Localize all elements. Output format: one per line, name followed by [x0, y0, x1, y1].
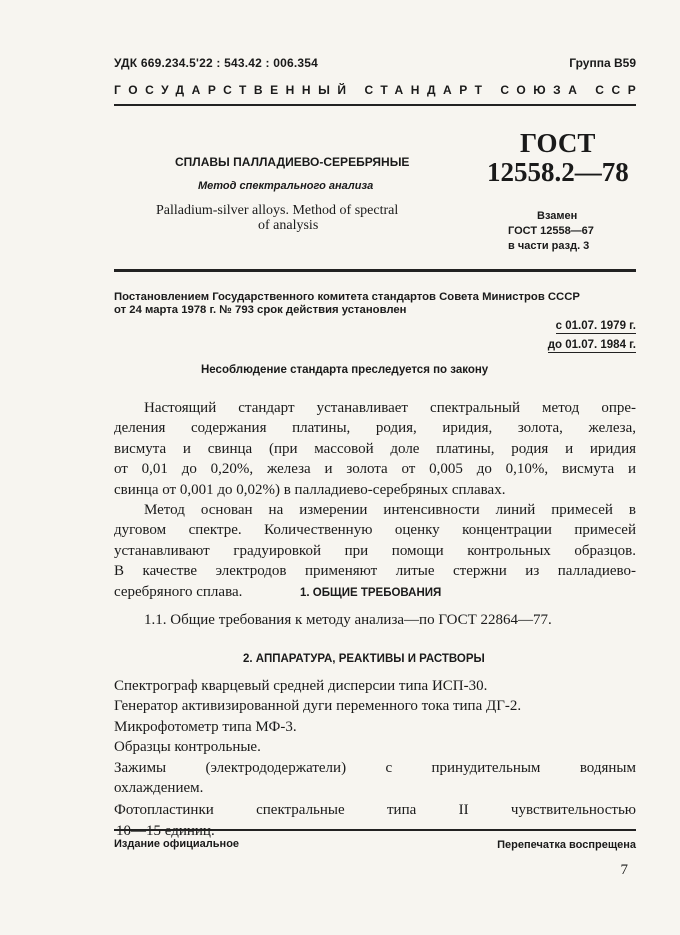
intro-line: дуговом спектре. Количественную оценку концентрации примесей — [114, 522, 636, 539]
equipment-item: Генератор активизированной дуги переменного тока типа ДГ-2. — [114, 698, 522, 715]
replaces-part: в части разд. 3 — [508, 240, 590, 252]
replaces-label: Взамен — [537, 210, 578, 222]
document-title: СПЛАВЫ ПАЛЛАДИЕВО-СЕРЕБРЯНЫЕ — [175, 155, 410, 169]
english-title-line2: of analysis — [258, 218, 319, 233]
equipment-item: охлаждением. — [114, 780, 204, 797]
intro-line: Настоящий стандарт устанавливает спектральный метод опре- — [144, 400, 636, 416]
intro-line: свинца от 0,001 до 0,02%) в палладиево-серебряных сплавах. — [114, 481, 506, 498]
gost-number: 12558.2—78 — [487, 157, 629, 187]
intro-line: устанавливают градуировкой при помощи контрольных образцов. — [114, 542, 636, 559]
intro-line: В качестве электродов применяют литые стержни из палладиево- — [114, 563, 636, 580]
equipment-item: Фотопластинки спектральные типа II чувствительностью — [114, 802, 636, 819]
equipment-item: Зажимы (электрододержатели) с принудительным водяным — [114, 759, 636, 776]
section2-heading: 2. АППАРАТУРА, РЕАКТИВЫ И РАСТВОРЫ — [243, 653, 485, 665]
title-rule — [114, 269, 636, 272]
decree-line2: от 24 марта 1978 г. № 793 срок действия установлен — [114, 304, 407, 316]
document-subtitle: Метод спектрального анализа — [198, 180, 374, 192]
udk-code: УДК 669.234.5'22 : 543.42 : 006.354 — [114, 56, 319, 70]
intro-paragraph — [114, 398, 636, 602]
section1-heading: 1. ОБЩИЕ ТРЕБОВАНИЯ — [300, 587, 442, 599]
equipment-list — [114, 676, 636, 841]
reprint-notice: Перепечатка воспрещена — [497, 839, 636, 851]
state-standard-banner: ГОСУДАРСТВЕННЫЙ СТАНДАРТ СОЮЗА ССР — [114, 83, 644, 97]
equipment-item: Микрофотометр типа МФ-3. — [114, 718, 297, 735]
decree-line1: Постановлением Государственного комитета стандартов Совета Министров СССР — [114, 291, 580, 303]
validity-from: с 01.07. 1979 г. — [555, 320, 636, 332]
group-code: Группа В59 — [569, 56, 636, 70]
intro-line: серебряного сплава. — [114, 583, 243, 600]
page-number: 7 — [620, 862, 628, 878]
intro-line: висмута и свинца (при массовой доле платины, родия и иридия — [114, 440, 636, 457]
equipment-item: Спектрограф кварцевый средней дисперсии типа ИСП-30. — [114, 678, 488, 694]
header-rule — [114, 104, 636, 106]
validity-to: до 01.07. 1984 г. — [547, 339, 636, 351]
english-title-line1: Palladium-silver alloys. Method of spectral — [156, 203, 399, 218]
replaces-gost: ГОСТ 12558—67 — [508, 225, 594, 237]
intro-line: деления содержания платины, родия, иридия, золота, железа, — [114, 420, 636, 437]
gost-label: ГОСТ — [520, 128, 596, 158]
equipment-item: Образцы контрольные. — [114, 739, 261, 756]
section1-text: 1.1. Общие требования к методу анализа—по ГОСТ 22864—77. — [144, 612, 552, 628]
official-edition: Издание официальное — [114, 838, 240, 850]
intro-line: Метод основан на измерении интенсивности линий примесей в — [144, 502, 636, 519]
footer-rule — [114, 829, 636, 831]
law-notice: Несоблюдение стандарта преследуется по закону — [201, 364, 489, 376]
intro-line: от 0,01 до 0,20%, железа и золота от 0,005 до 0,10%, висмута и — [114, 461, 636, 478]
